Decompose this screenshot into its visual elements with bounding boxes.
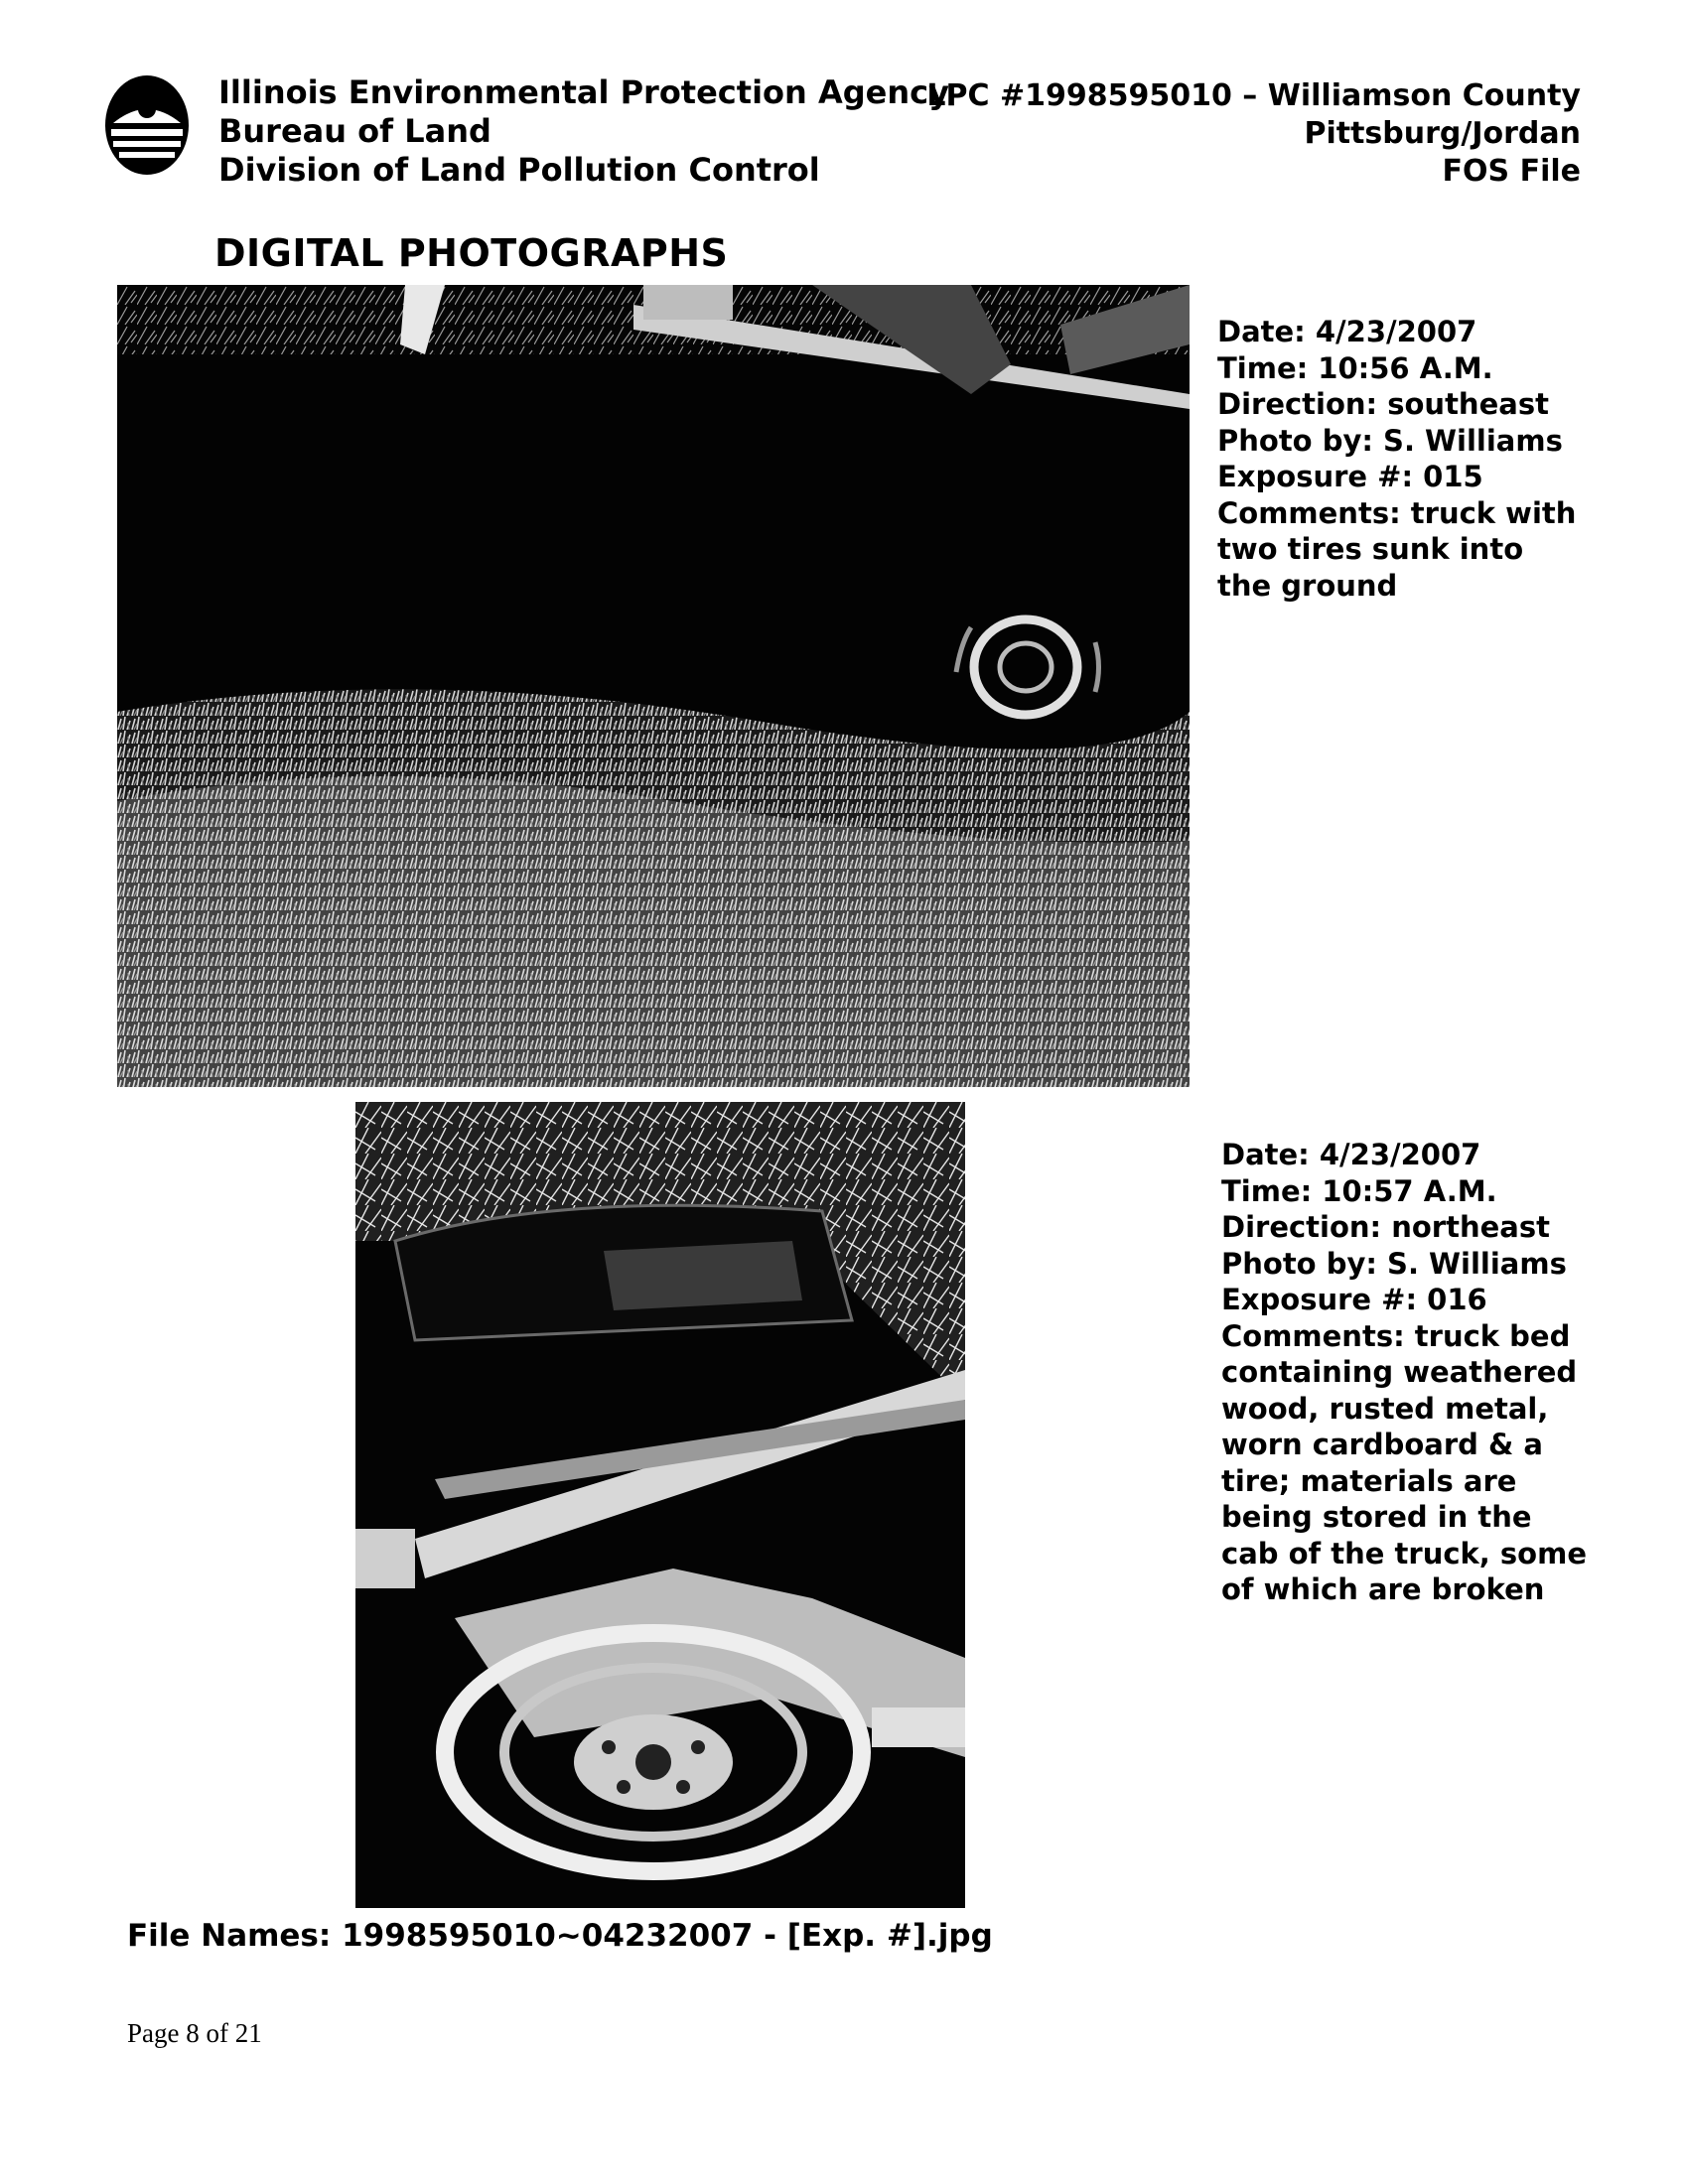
division-name: Division of Land Pollution Control bbox=[218, 151, 820, 189]
photo-photographer: Photo by: S. Williams bbox=[1221, 1246, 1567, 1281]
page-number: Page 8 of 21 bbox=[127, 2018, 262, 2048]
agency-block bbox=[218, 73, 949, 190]
photo-date: Date: 4/23/2007 bbox=[1221, 1138, 1481, 1171]
photo-time: Time: 10:56 A.M. bbox=[1217, 350, 1493, 385]
photo-time: Time: 10:57 A.M. bbox=[1221, 1173, 1497, 1208]
photo-exposure: Exposure #: 015 bbox=[1217, 460, 1483, 493]
photo-comment-line: the ground bbox=[1217, 568, 1398, 603]
photo-direction: Direction: northeast bbox=[1221, 1210, 1550, 1244]
agency-name: Illinois Environmental Protection Agency bbox=[218, 73, 949, 111]
photo-comment-line: containing weathered bbox=[1221, 1355, 1578, 1389]
photo-comment-line: tire; materials are bbox=[1221, 1463, 1517, 1498]
photo-truck-bed bbox=[355, 1102, 965, 1908]
photo-comment-line: being stored in the bbox=[1221, 1500, 1532, 1534]
section-title: DIGITAL PHOTOGRAPHS bbox=[214, 231, 729, 275]
photo-comment-line: worn cardboard & a bbox=[1221, 1428, 1543, 1461]
photo-comment-line: wood, rusted metal, bbox=[1221, 1391, 1549, 1426]
lpc-block bbox=[886, 77, 1581, 191]
photo-comment-line: cab of the truck, some bbox=[1221, 1536, 1587, 1570]
photo-direction: Direction: southeast bbox=[1217, 387, 1549, 421]
photo-comment-line: two tires sunk into bbox=[1217, 532, 1524, 566]
photo-comment-line: Comments: truck bed bbox=[1221, 1318, 1571, 1353]
lpc-number: LPC #1998595010 – Williamson County bbox=[926, 78, 1581, 113]
photo-comment-line: of which are broken bbox=[1221, 1572, 1545, 1606]
bureau-name: Bureau of Land bbox=[218, 112, 491, 150]
site-name: Pittsburg/Jordan bbox=[1304, 116, 1581, 151]
file-type: FOS File bbox=[1442, 154, 1581, 189]
photo-truck-side bbox=[117, 285, 1190, 1087]
photo-comment-line: Comments: truck with bbox=[1217, 495, 1577, 530]
photo-1-caption bbox=[1217, 314, 1595, 604]
photo-2-caption bbox=[1221, 1137, 1599, 1608]
photo-exposure: Exposure #: 016 bbox=[1221, 1283, 1487, 1316]
photo-date: Date: 4/23/2007 bbox=[1217, 315, 1477, 348]
photo-photographer: Photo by: S. Williams bbox=[1217, 423, 1563, 458]
file-names: File Names: 1998595010~04232007 - [Exp. #].jpg bbox=[127, 1918, 993, 1954]
agency-logo bbox=[103, 73, 191, 177]
